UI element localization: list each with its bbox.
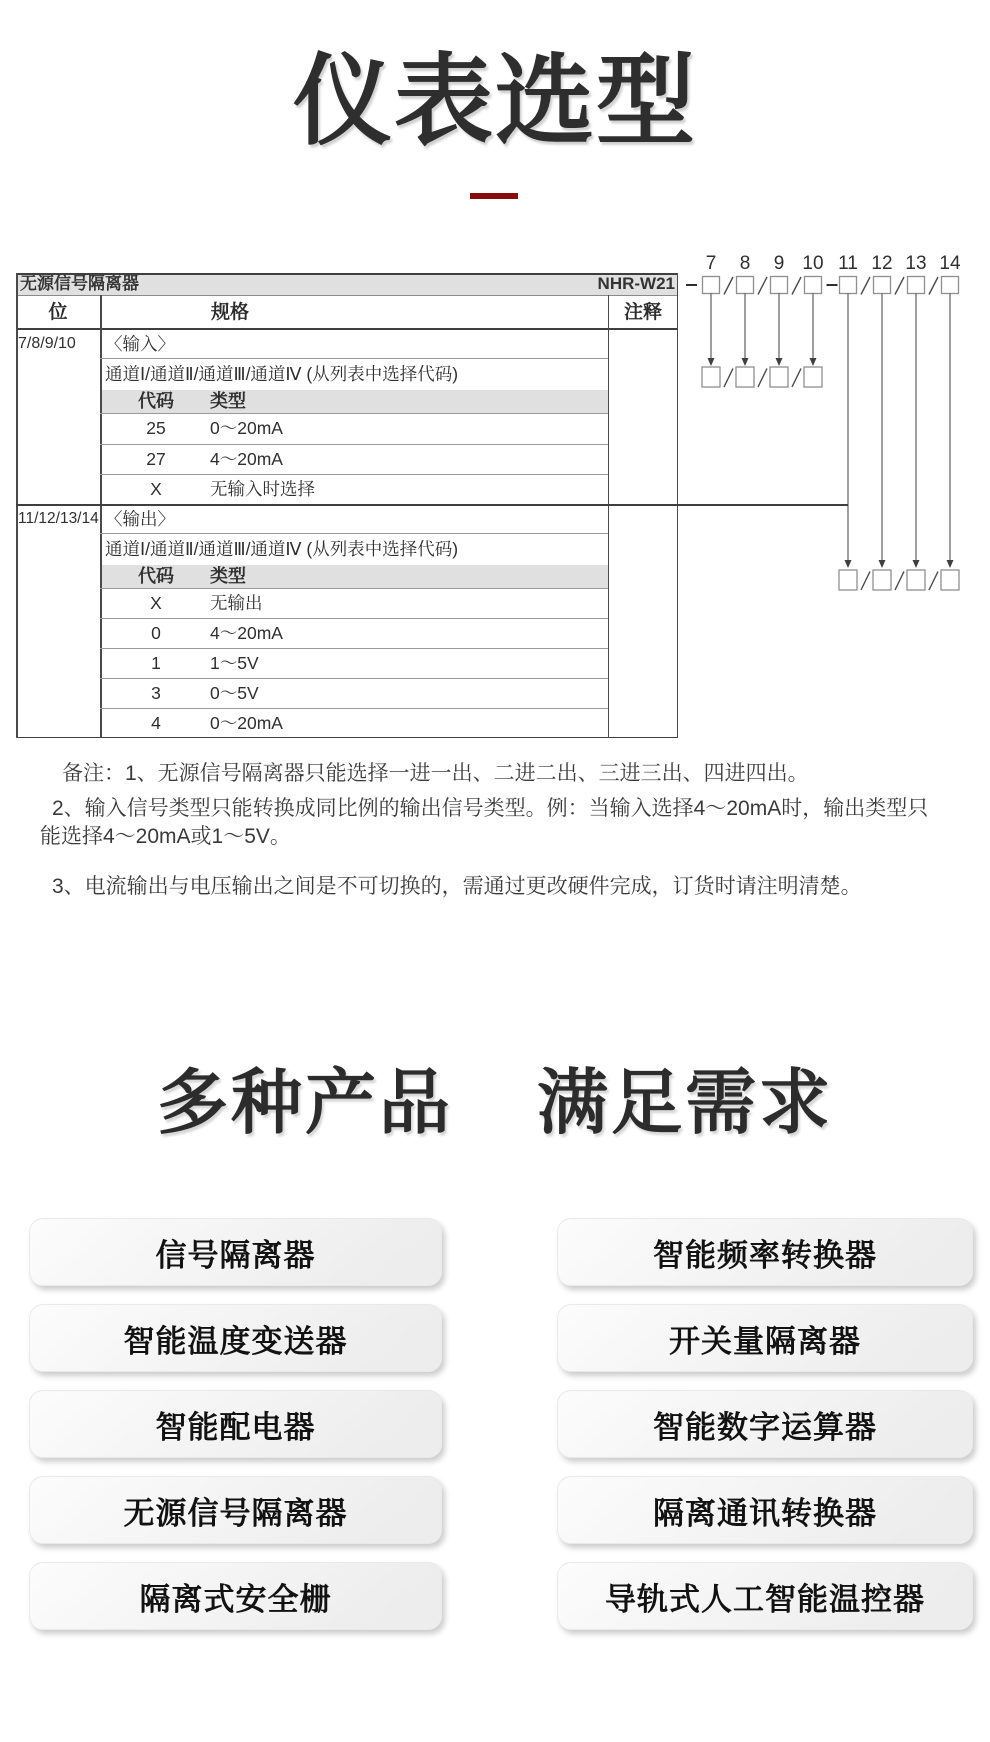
divider (100, 444, 608, 445)
code-cell: 0 (151, 623, 161, 643)
products-title-right: 满足需求 (537, 1064, 834, 1143)
divider (100, 295, 102, 738)
code-box (840, 277, 857, 294)
code-box (805, 277, 822, 294)
product-button-switch-isolator[interactable]: 开关量隔离器 (557, 1304, 973, 1372)
page-title: 仪表选型 (293, 45, 697, 156)
type-cell: 1～5V (210, 653, 259, 673)
code-box (908, 277, 925, 294)
position-number: 7 (705, 253, 717, 274)
code-cell: 3 (151, 683, 161, 703)
note-line: 3、电流输出与电压输出之间是不可切换的，需通过更改硬件完成，订货时请注明清楚。 (52, 875, 862, 898)
model-number: NHR-W21 (597, 274, 675, 293)
section2-title: 〈输出〉 (105, 509, 175, 529)
divider (100, 413, 608, 414)
divider (16, 295, 678, 296)
input-code-boxes (702, 367, 822, 387)
divider (100, 358, 608, 359)
position-number: 9 (773, 253, 785, 274)
code-cell: 1 (151, 653, 161, 673)
section2-channels: 通道Ⅰ/通道Ⅱ/通道Ⅲ/通道Ⅳ (从列表中选择代码) (105, 539, 459, 559)
code-box (942, 277, 959, 294)
position-number: 13 (905, 253, 927, 274)
col-header-spec: 规格 (210, 302, 249, 323)
product-button-smart-temperature-transmitter[interactable]: 智能温度变送器 (29, 1304, 442, 1372)
section1-type-label: 类型 (210, 391, 246, 411)
section1-title: 〈输入〉 (105, 334, 175, 354)
divider (100, 533, 608, 534)
code-box (737, 277, 754, 294)
position-number: 8 (739, 253, 751, 274)
divider (100, 618, 608, 619)
section1-channels: 通道Ⅰ/通道Ⅱ/通道Ⅲ/通道Ⅳ (从列表中选择代码) (105, 364, 459, 384)
divider (16, 273, 678, 275)
code-box (771, 277, 788, 294)
code-box (703, 277, 720, 294)
input-arrowheads (708, 358, 817, 366)
type-cell: 4～20mA (210, 623, 283, 643)
output-arrows (848, 294, 950, 562)
ordering-code-diagram (680, 245, 980, 595)
note-line: 能选择4～20mA或1～5V。 (40, 825, 291, 848)
title-accent-dash (470, 193, 518, 199)
product-button-isolated-safety-barrier[interactable]: 隔离式安全栅 (29, 1562, 442, 1630)
section1-code-label: 代码 (138, 391, 174, 411)
product-buttons-grid (29, 1218, 973, 1630)
divider (100, 648, 608, 649)
type-cell: 4～20mA (210, 449, 283, 469)
product-button-isolated-comm-converter[interactable]: 隔离通讯转换器 (557, 1476, 973, 1544)
type-cell: 无输入时选择 (210, 479, 315, 499)
code-cell: X (150, 593, 162, 613)
code-cell: X (150, 479, 162, 499)
divider (100, 474, 608, 475)
table-header-band (16, 273, 678, 295)
code-cell: 27 (146, 449, 166, 469)
product-name: 无源信号隔离器 (20, 274, 139, 293)
output-code-boxes (839, 570, 959, 590)
divider (100, 708, 608, 709)
type-cell: 0～20mA (210, 713, 283, 733)
type-cell: 0～5V (210, 683, 259, 703)
position-number: 12 (871, 253, 893, 274)
notes-block (40, 760, 956, 901)
divider (608, 295, 609, 738)
note-line: 备注：1、无源信号隔离器只能选择一进一出、二进二出、三进三出、四进四出。 (62, 762, 809, 785)
col-header-note: 注释 (623, 302, 662, 323)
col-header-position: 位 (48, 302, 68, 323)
position-number: 11 (838, 253, 858, 274)
code-cell: 4 (151, 713, 161, 733)
products-title (0, 1046, 990, 1148)
note-line: 2、输入信号类型只能转换成同比例的输出信号类型。例：当输入选择4～20mA时，输出类型只 (52, 797, 929, 820)
products-title-left: 多种产品 (156, 1064, 453, 1143)
section2-code-label: 代码 (138, 566, 174, 586)
type-cell: 无输出 (210, 593, 263, 613)
code-cell: 25 (146, 418, 166, 438)
product-button-din-rail-ai-temp-controller[interactable]: 导轨式人工智能温控器 (557, 1562, 973, 1630)
product-button-smart-distributor[interactable]: 智能配电器 (29, 1390, 442, 1458)
position-number: 14 (939, 253, 961, 274)
section2-type-label: 类型 (210, 566, 246, 586)
divider (100, 678, 608, 679)
code-box (874, 277, 891, 294)
product-button-smart-digital-calculator[interactable]: 智能数字运算器 (557, 1390, 973, 1458)
divider (16, 328, 678, 330)
product-button-signal-isolator[interactable]: 信号隔离器 (29, 1218, 442, 1286)
section2-positions: 11/12/13/14 (18, 510, 99, 527)
divider (100, 588, 608, 589)
output-arrowheads (845, 560, 954, 568)
product-button-smart-frequency-converter[interactable]: 智能频率转换器 (557, 1218, 973, 1286)
position-number: 10 (802, 253, 824, 274)
product-button-passive-signal-isolator[interactable]: 无源信号隔离器 (29, 1476, 442, 1544)
input-arrows (711, 294, 813, 360)
divider (16, 737, 678, 739)
section1-positions: 7/8/9/10 (18, 335, 76, 352)
type-cell: 0～20mA (210, 418, 283, 438)
